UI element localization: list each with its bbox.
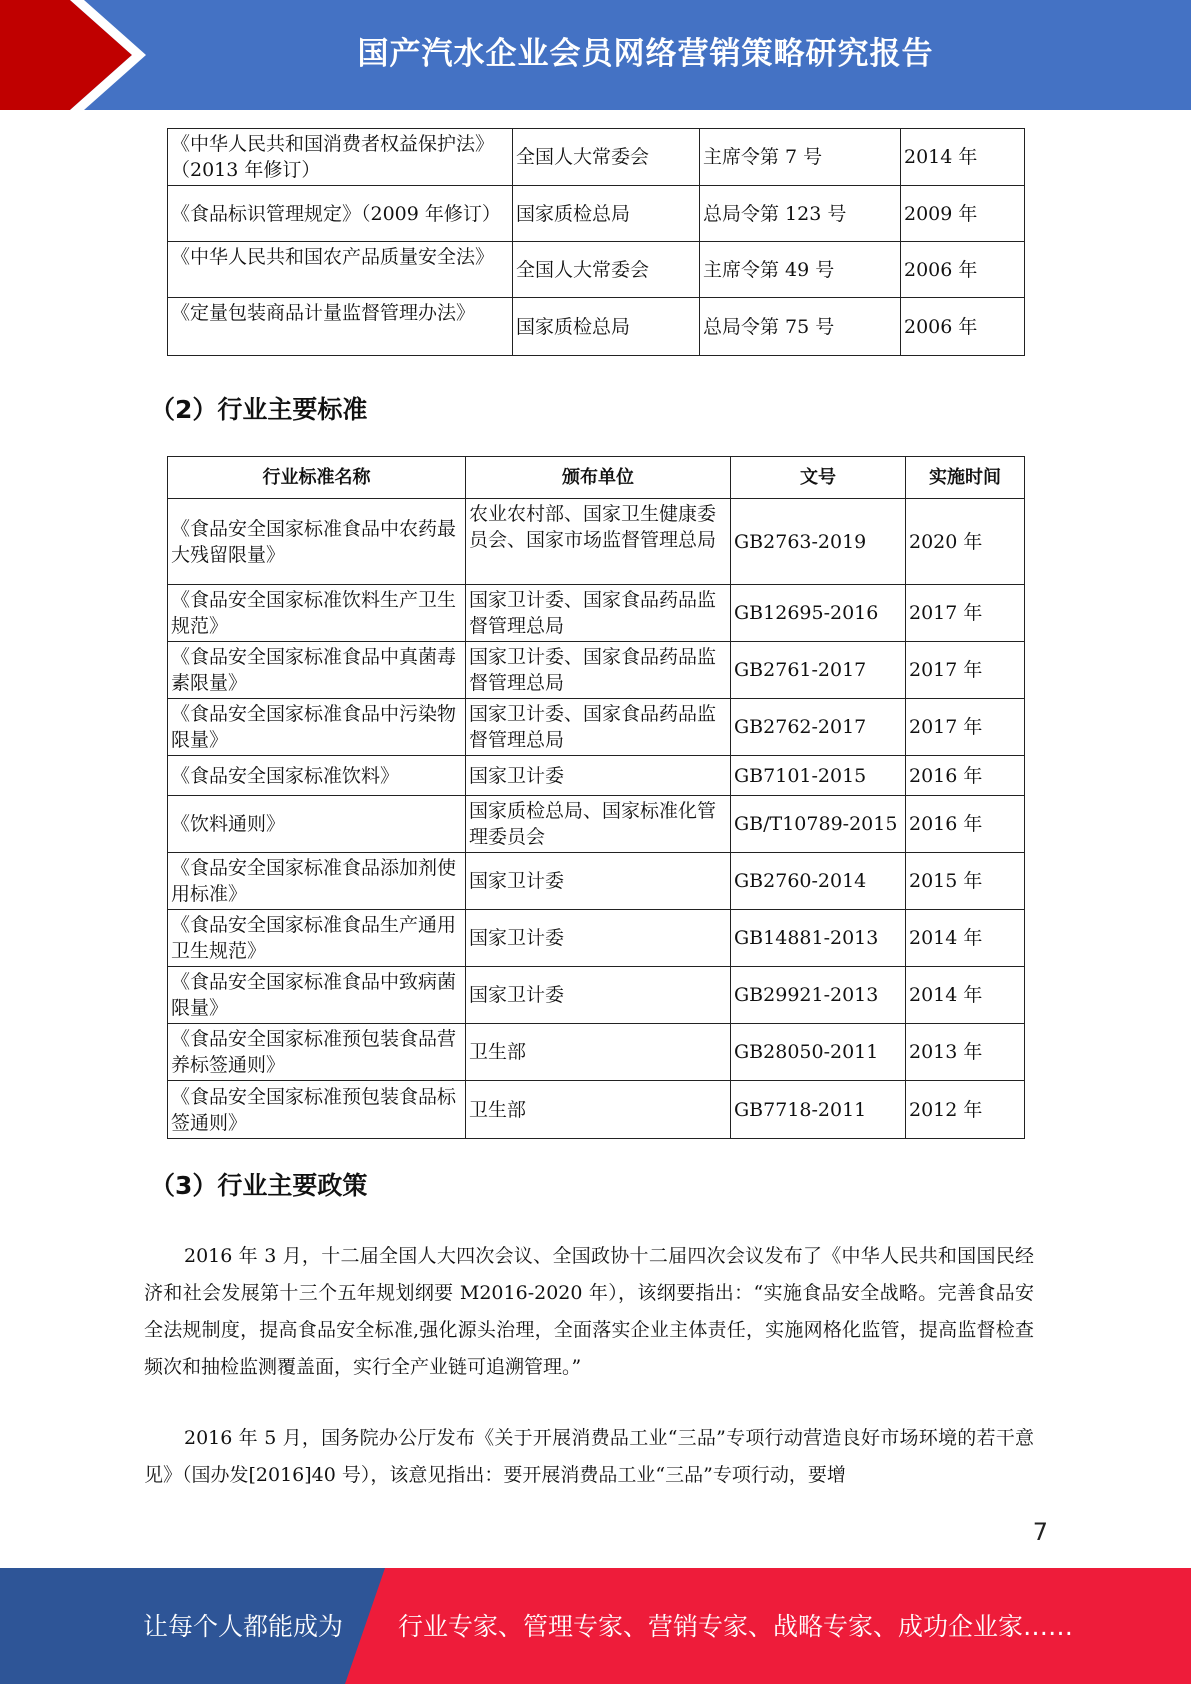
standard-issuer: 农业农村部、国家卫生健康委员会、国家市场监督管理总局 — [466, 499, 731, 585]
standard-issuer: 国家卫计委 — [466, 756, 731, 796]
law-year: 2006 年 — [901, 242, 1025, 298]
laws-table — [167, 128, 1025, 356]
table-row — [168, 642, 1025, 699]
law-doc-number: 主席令第 7 号 — [700, 129, 901, 186]
standard-year: 2013 年 — [906, 1024, 1025, 1081]
table-row — [168, 699, 1025, 756]
table-row — [168, 1024, 1025, 1081]
standard-issuer: 国家卫计委、国家食品药品监督管理总局 — [466, 585, 731, 642]
law-issuer: 全国人大常委会 — [513, 129, 700, 186]
standard-name: 《食品安全国家标准食品中真菌毒素限量》 — [168, 642, 466, 699]
section-title-policies: （3）行业主要政策 — [150, 1171, 368, 1200]
standard-year: 2017 年 — [906, 585, 1025, 642]
standard-year: 2012 年 — [906, 1081, 1025, 1139]
standard-year: 2017 年 — [906, 699, 1025, 756]
standard-year: 2014 年 — [906, 910, 1025, 967]
standard-name: 《食品安全国家标准食品中农药最大残留限量》 — [168, 499, 466, 585]
law-year: 2009 年 — [901, 186, 1025, 242]
table-row — [168, 796, 1025, 853]
page-header — [0, 0, 1191, 110]
standard-code: GB/T10789-2015 — [731, 796, 906, 853]
standard-issuer: 国家卫计委 — [466, 910, 731, 967]
standard-code: GB2762-2017 — [731, 699, 906, 756]
standard-year: 2016 年 — [906, 796, 1025, 853]
standard-code: GB2761-2017 — [731, 642, 906, 699]
section-title-standards: （2）行业主要标准 — [150, 395, 368, 424]
table-row — [168, 186, 1025, 242]
standard-issuer: 国家质检总局、国家标准化管理委员会 — [466, 796, 731, 853]
standard-code: GB29921-2013 — [731, 967, 906, 1024]
footer-slogan-left: 让每个人都能成为 — [143, 1612, 344, 1641]
standard-year: 2016 年 — [906, 756, 1025, 796]
standard-year: 2017 年 — [906, 642, 1025, 699]
law-issuer: 国家质检总局 — [513, 186, 700, 242]
standard-name: 《食品安全国家标准食品中致病菌限量》 — [168, 967, 466, 1024]
report-title: 国产汽水企业会员网络营销策略研究报告 — [357, 36, 934, 72]
standards-table — [167, 456, 1025, 1139]
law-name: 《定量包装商品计量监督管理办法》 — [168, 298, 513, 356]
table-header-row — [168, 457, 1025, 499]
standard-name: 《食品安全国家标准食品添加剂使用标准》 — [168, 853, 466, 910]
standard-code: GB28050-2011 — [731, 1024, 906, 1081]
standard-name: 《食品安全国家标准预包装食品标签通则》 — [168, 1081, 466, 1139]
law-doc-number: 主席令第 49 号 — [700, 242, 901, 298]
law-year: 2006 年 — [901, 298, 1025, 356]
policy-paragraph: 2016 年 3 月，十二届全国人大四次会议、全国政协十二届四次会议发布了《中华人民共和国国民经济和社会发展第十三个五年规划纲要 M2016-2020 年），该纲要指出：“实施食品安全战略。完善食品安全法规制度，提高食品安全标准,强化源头治理，全面落实企业主体责任，实施网格化监管，提高监督检查频次和抽检监测覆盖面，实行全产业链可追溯管理。” — [144, 1245, 1034, 1378]
standard-name: 《食品安全国家标准饮料》 — [168, 756, 466, 796]
header-arrow-icon — [0, 0, 150, 110]
standard-name: 《食品安全国家标准预包装食品营养标签通则》 — [168, 1024, 466, 1081]
column-header: 实施时间 — [906, 457, 1025, 499]
law-issuer: 全国人大常委会 — [513, 242, 700, 298]
standard-year: 2020 年 — [906, 499, 1025, 585]
standard-issuer: 卫生部 — [466, 1081, 731, 1139]
standard-code: GB2763-2019 — [731, 499, 906, 585]
standard-name: 《饮料通则》 — [168, 796, 466, 853]
standard-name: 《食品安全国家标准食品生产通用卫生规范》 — [168, 910, 466, 967]
table-row — [168, 242, 1025, 298]
standard-year: 2015 年 — [906, 853, 1025, 910]
law-name: 《食品标识管理规定》（2009 年修订） — [168, 186, 513, 242]
column-header: 颁布单位 — [466, 457, 731, 499]
standard-issuer: 国家卫计委 — [466, 853, 731, 910]
table-row — [168, 1081, 1025, 1139]
law-issuer: 国家质检总局 — [513, 298, 700, 356]
page-footer — [0, 1568, 1191, 1684]
standard-issuer: 卫生部 — [466, 1024, 731, 1081]
table-row — [168, 910, 1025, 967]
table-row — [168, 756, 1025, 796]
policy-paragraph: 2016 年 5 月，国务院办公厅发布《关于开展消费品工业“三品”专项行动营造良好市场环境的若干意见》（国办发[2016]40 号），该意见指出：要开展消费品工业“三品”专项行动，要增 — [144, 1427, 1034, 1486]
law-doc-number: 总局令第 75 号 — [700, 298, 901, 356]
table-row — [168, 585, 1025, 642]
law-doc-number: 总局令第 123 号 — [700, 186, 901, 242]
footer-slogan-right: 行业专家、管理专家、营销专家、战略专家、成功企业家…… — [398, 1612, 1074, 1641]
standard-name: 《食品安全国家标准饮料生产卫生规范》 — [168, 585, 466, 642]
standard-code: GB7718-2011 — [731, 1081, 906, 1139]
column-header: 文号 — [731, 457, 906, 499]
column-header: 行业标准名称 — [168, 457, 466, 499]
standard-issuer: 国家卫计委、国家食品药品监督管理总局 — [466, 642, 731, 699]
standard-code: GB14881-2013 — [731, 910, 906, 967]
standard-code: GB7101-2015 — [731, 756, 906, 796]
law-year: 2014 年 — [901, 129, 1025, 186]
table-row — [168, 499, 1025, 585]
standard-name: 《食品安全国家标准食品中污染物限量》 — [168, 699, 466, 756]
page-number: 7 — [1032, 1518, 1048, 1546]
standard-issuer: 国家卫计委、国家食品药品监督管理总局 — [466, 699, 731, 756]
table-row — [168, 967, 1025, 1024]
table-row — [168, 853, 1025, 910]
law-name: 《中华人民共和国农产品质量安全法》 — [168, 242, 513, 298]
standard-code: GB12695-2016 — [731, 585, 906, 642]
law-name: 《中华人民共和国消费者权益保护法》（2013 年修订） — [168, 129, 513, 186]
table-row — [168, 298, 1025, 356]
table-row — [168, 129, 1025, 186]
standard-code: GB2760-2014 — [731, 853, 906, 910]
standard-issuer: 国家卫计委 — [466, 967, 731, 1024]
standard-year: 2014 年 — [906, 967, 1025, 1024]
